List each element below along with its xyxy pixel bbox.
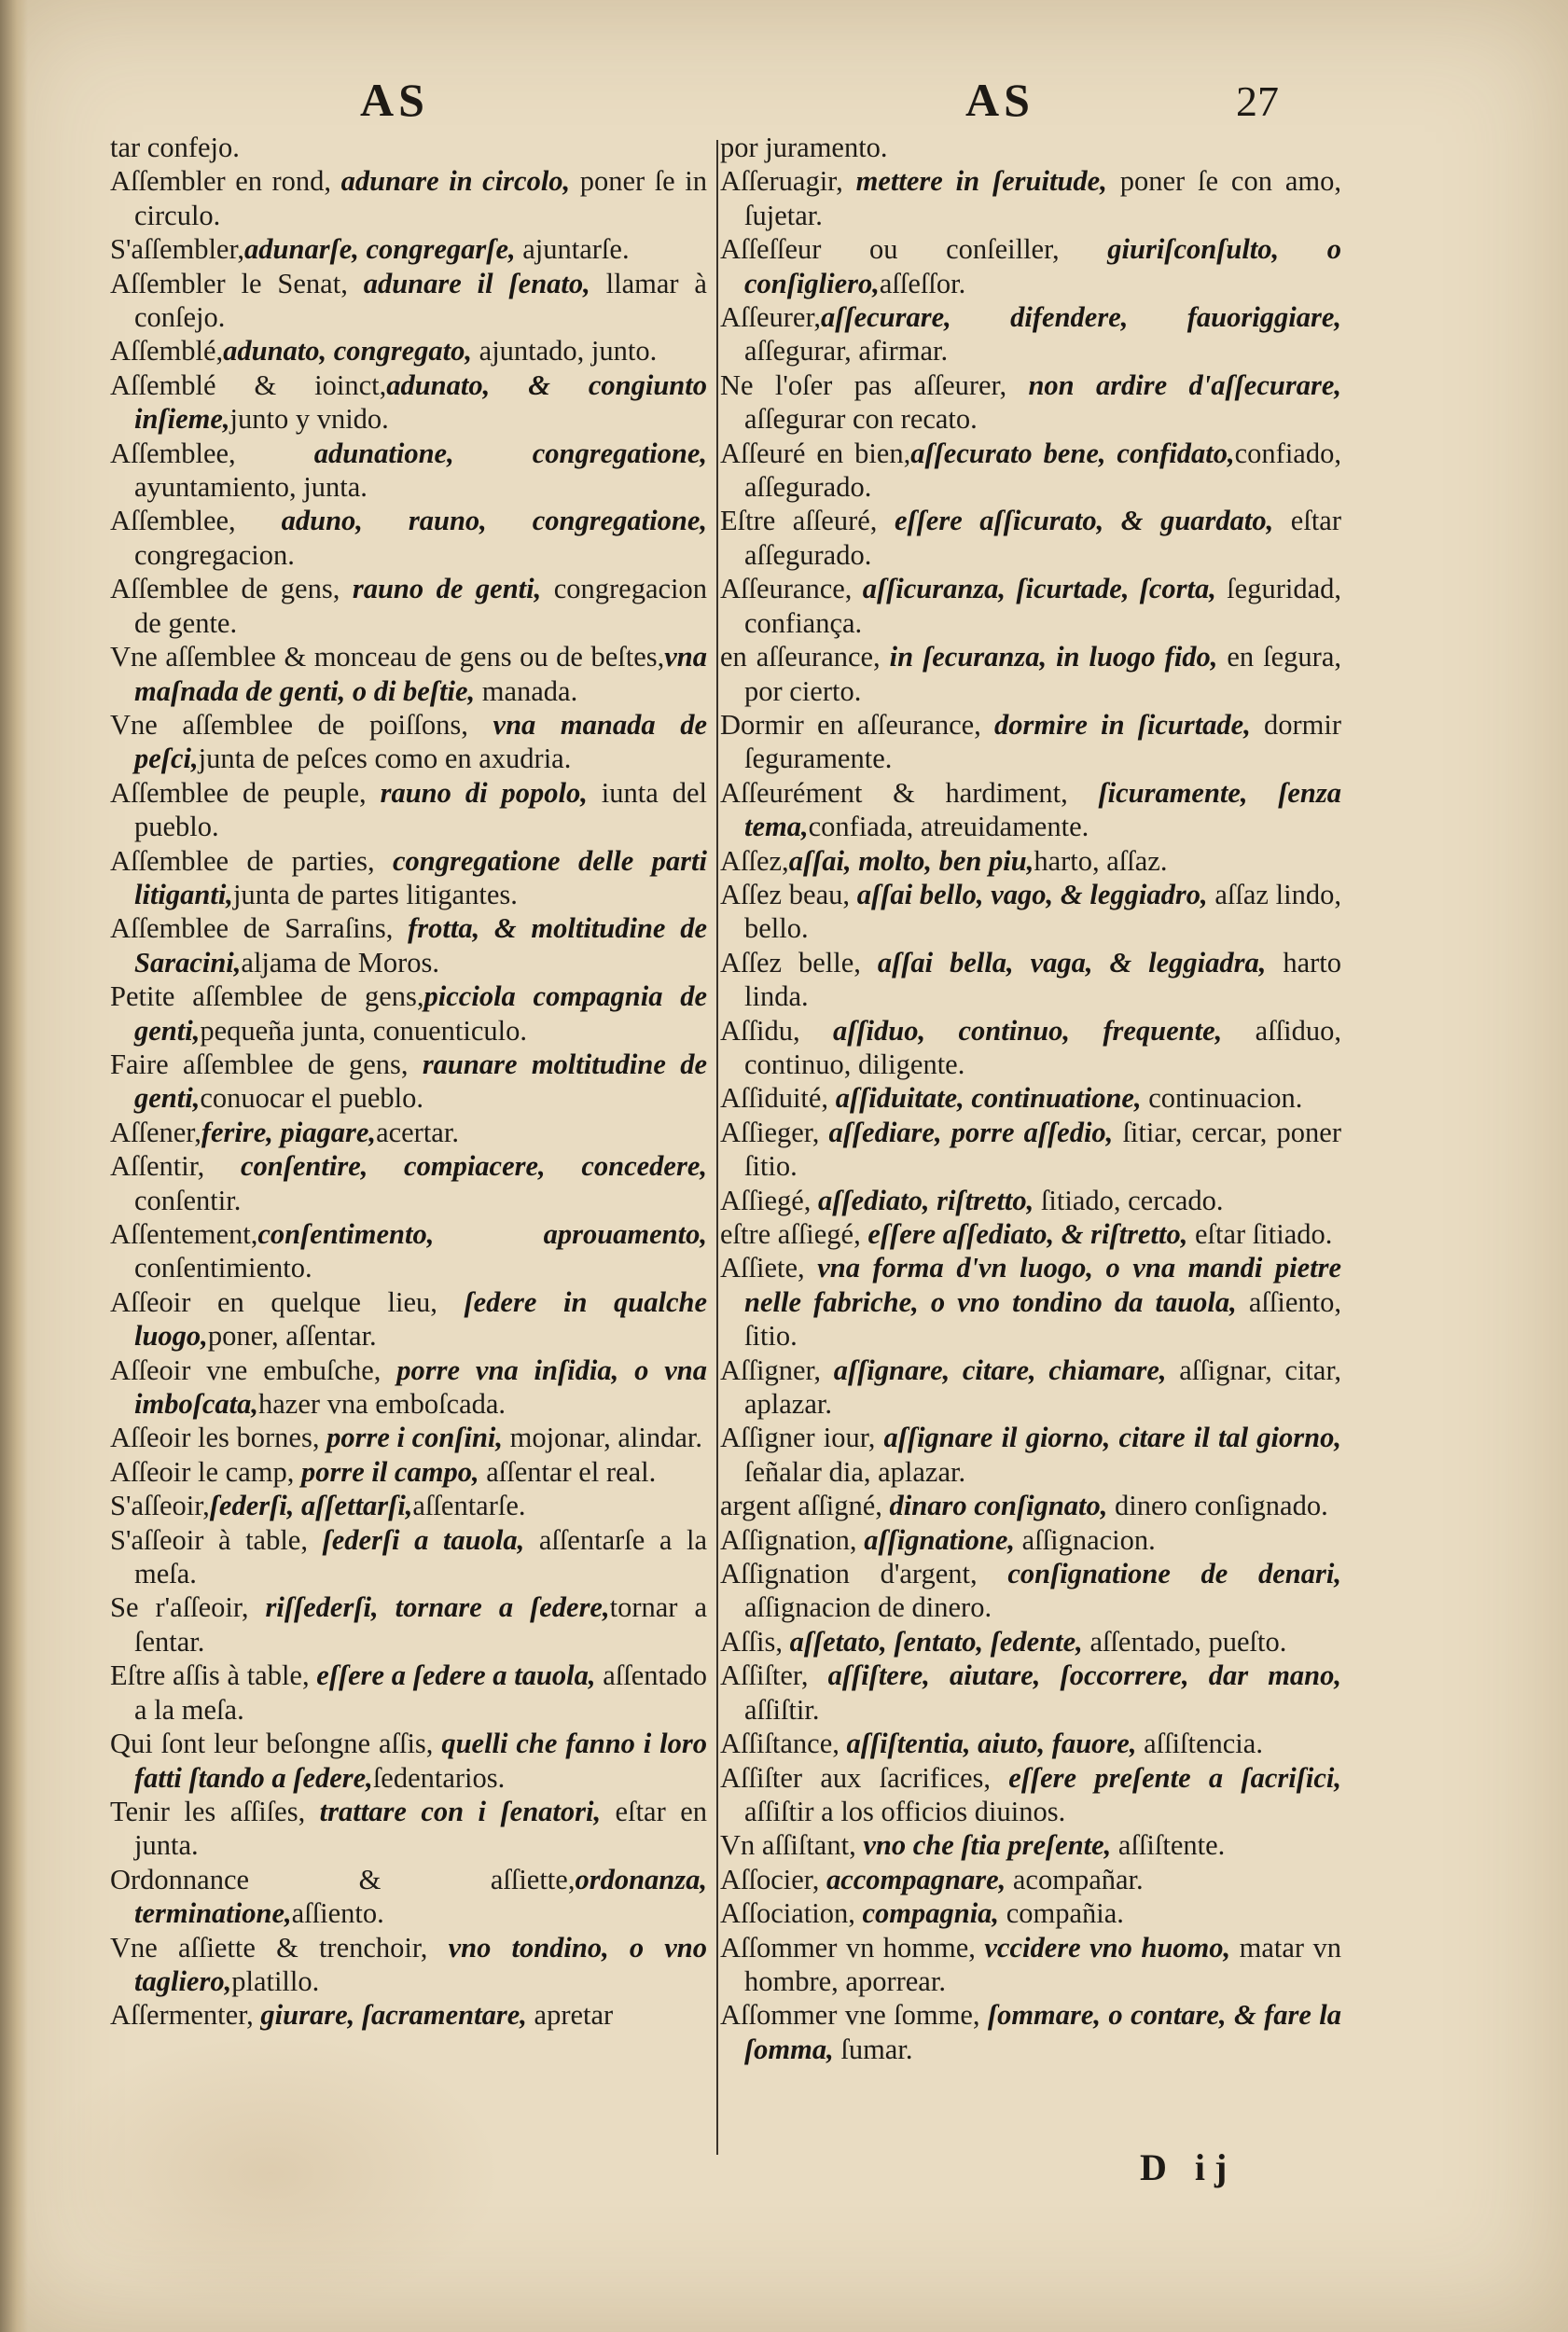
entry-text: Aſſigner iour, — [720, 1422, 884, 1454]
entry-text: manada. — [475, 674, 578, 707]
dictionary-entry — [110, 979, 707, 1048]
dictionary-entry — [110, 1931, 707, 1999]
italian-gloss: rauno de genti, — [352, 573, 542, 605]
left-column — [110, 131, 707, 2033]
entry-text: Aſſommer vne ſomme, — [720, 1999, 988, 2032]
entry-text: poner, aſſentar. — [207, 1320, 377, 1353]
entry-text: aſſiſtencia. — [1136, 1728, 1263, 1760]
entry-text: Vn aſſiſtant, — [720, 1829, 864, 1862]
entry-text: Eſtre aſſeuré, — [720, 505, 895, 537]
dictionary-entry — [110, 776, 707, 844]
dictionary-entry — [720, 1557, 1341, 1625]
italian-gloss: adunatione, congregatione, — [313, 437, 707, 469]
entry-text: Aſſiduité, — [720, 1082, 836, 1115]
entry-text: Aſſeurer, — [720, 301, 822, 334]
entry-text: Aſſiete, — [720, 1252, 818, 1284]
dictionary-entry — [720, 1353, 1341, 1422]
italian-gloss: ſederſi, aſſettarſi, — [209, 1490, 413, 1522]
entry-text: aſſiſtir a los officios diuinos. — [744, 1795, 1066, 1827]
italian-gloss: aſſai, molto, ben piu, — [788, 844, 1034, 877]
dictionary-entry — [110, 572, 707, 640]
entry-text: Eſtre aſſis à table, — [110, 1659, 317, 1692]
entry-text: ajuntado, junto. — [472, 335, 658, 368]
dictionary-entry — [720, 844, 1341, 878]
dictionary-entry — [110, 267, 707, 335]
dictionary-entry — [110, 1217, 707, 1285]
italian-gloss: frotta, & moltitudine de Saracini, — [134, 912, 707, 979]
entry-text: Dormir en aſſeurance, — [720, 708, 994, 741]
italian-gloss: vno che ſtia preſente, — [863, 1829, 1112, 1862]
italian-gloss: conſentire, compiacere, concedere, — [240, 1150, 707, 1183]
italian-gloss: aſſediare, porre aſſedio, — [828, 1116, 1114, 1148]
italian-gloss: porre vna inſidia, o vna imboſcata, — [134, 1353, 707, 1421]
entry-text: Qui ſont leur beſongne aſſis, — [110, 1728, 442, 1760]
italian-gloss: vccidere vno huomo, — [984, 1931, 1231, 1964]
italian-gloss: riſſederſi, tornare a ſedere, — [265, 1591, 610, 1624]
italian-gloss: ordonanza, terminatione, — [134, 1863, 707, 1930]
entry-text: Aſſembler en rond, — [110, 165, 341, 198]
entry-text: confiada, atreuidamente. — [808, 811, 1089, 843]
entry-text: Petite aſſemblee de gens, — [110, 980, 424, 1013]
entry-text: dormir ſeguramente. — [744, 708, 1341, 775]
italian-gloss: aduno, rauno, congregatione, — [281, 505, 707, 537]
dictionary-entry — [110, 1489, 707, 1522]
entry-text: aſſiento. — [291, 1897, 384, 1930]
entry-text: ſeñalar dia, aplazar. — [744, 1455, 966, 1488]
italian-gloss: conſignatione de denari, — [1007, 1558, 1341, 1590]
entry-text: aſſentarſe. — [412, 1490, 526, 1522]
entry-text: aſſignacion. — [1015, 1523, 1156, 1556]
dictionary-entry — [110, 1149, 707, 1217]
dictionary-entry — [720, 131, 1341, 164]
dictionary-entry — [720, 1489, 1341, 1522]
entry-text: eſtar aſſegurado. — [744, 505, 1341, 571]
entry-text: Aſſemblé & ioinct, — [110, 368, 387, 401]
entry-text: Aſſeurément & hardiment, — [720, 776, 1099, 809]
dictionary-entry — [110, 1727, 707, 1795]
entry-text: junto y vnido. — [229, 403, 389, 436]
dictionary-entry — [720, 878, 1341, 946]
entry-text: ſedentarios. — [372, 1761, 506, 1794]
entry-text: Vne aſſemblee de poiſſons, — [110, 708, 493, 741]
entry-text: Aſſeoir vne embuſche, — [110, 1353, 397, 1386]
italian-gloss: vna maſnada de genti, o di beſtie, — [134, 641, 707, 707]
entry-text: dinero conſignado. — [1107, 1490, 1328, 1522]
dictionary-entry — [110, 844, 707, 912]
entry-text: Aſſembler le Senat, — [110, 267, 364, 299]
italian-gloss: aſſiſtere, aiutare, ſoccorrere, dar mano, — [827, 1659, 1341, 1692]
italian-gloss: eſſere aſſediato, & riſtretto, — [867, 1218, 1188, 1250]
entry-text: continuacion. — [1141, 1082, 1303, 1115]
dictionary-entry — [110, 1863, 707, 1931]
entry-text: por juramento. — [720, 132, 888, 163]
dictionary-entry — [110, 1659, 707, 1727]
dictionary-entry — [720, 1014, 1341, 1082]
dictionary-entry — [720, 572, 1341, 640]
entry-text: aſſignacion de dinero. — [744, 1591, 992, 1624]
italian-gloss: aſſai bello, vago, & leggiadro, — [856, 878, 1208, 910]
dictionary-entry — [720, 1081, 1341, 1115]
entry-text: en aſſeurance, — [720, 641, 890, 673]
dictionary-entry — [110, 1455, 707, 1489]
dictionary-entry — [720, 1217, 1341, 1251]
entry-text: Aſſieger, — [720, 1116, 829, 1148]
dictionary-entry — [110, 1285, 707, 1353]
entry-text: aſſiento, ſitio. — [744, 1285, 1341, 1353]
entry-text: Vne aſſiette & trenchoir, — [110, 1931, 449, 1964]
dictionary-entry — [720, 1896, 1341, 1930]
italian-gloss: ferire, piagare, — [201, 1116, 377, 1148]
dictionary-entry — [110, 1353, 707, 1422]
dictionary-entry — [110, 437, 707, 505]
italian-gloss: ſedere in qualche luogo, — [134, 1285, 707, 1353]
entry-text: Aſſommer vn homme, — [720, 1931, 985, 1964]
dictionary-entry — [720, 1251, 1341, 1353]
entry-text: Aſſeruagir, — [720, 165, 856, 198]
entry-text: junta de partes litigantes. — [232, 878, 518, 910]
entry-text: S'aſſeoir, — [110, 1490, 210, 1522]
entry-text: Aſſener, — [110, 1116, 201, 1148]
entry-text: aſſeſſor. — [879, 267, 966, 299]
entry-text: congregacion de gente. — [134, 573, 708, 639]
entry-text: S'aſſeoir à table, — [110, 1523, 323, 1556]
italian-gloss: aſſecurato bene, confidato, — [910, 437, 1235, 469]
entry-text: aſſaz lindo, bello. — [744, 878, 1341, 945]
italian-gloss: adunarſe, congregarſe, — [244, 233, 516, 266]
entry-text: platillo. — [231, 1964, 320, 1997]
italian-gloss: aſſignatione, — [864, 1523, 1016, 1556]
dictionary-entry — [110, 640, 707, 708]
italian-gloss: rauno di popolo, — [380, 776, 588, 809]
dictionary-entry — [720, 300, 1341, 368]
dictionary-entry — [110, 1795, 707, 1863]
entry-text: Aſſiſter, — [720, 1659, 828, 1692]
column-divider — [716, 140, 718, 2155]
entry-text: ſitiar, cercar, poner ſitio. — [744, 1116, 1341, 1183]
italian-gloss: dinaro conſignato, — [889, 1490, 1108, 1522]
entry-text: en ſegura, por cierto. — [744, 641, 1341, 707]
entry-text: apretar — [526, 1999, 614, 2032]
entry-text: ſitiado, cercado. — [1034, 1184, 1224, 1216]
dictionary-entry — [720, 437, 1341, 505]
entry-text: hazer vna emboſcada. — [258, 1388, 506, 1421]
entry-text: Vne aſſemblee & monceau de gens ou de beſtes, — [110, 641, 665, 673]
italian-gloss: ſommare, o contare, & fare la ſomma, — [744, 1999, 1341, 2065]
entry-text: aſſegurar, afirmar. — [744, 335, 949, 368]
entry-text: compañia. — [999, 1897, 1124, 1930]
dictionary-entry — [110, 1048, 707, 1116]
entry-text: Aſſez beau, — [720, 878, 857, 910]
entry-text: ayuntamiento, junta. — [134, 471, 368, 504]
italian-gloss: raunare moltitudine de genti, — [134, 1048, 707, 1115]
italian-gloss: aſſicuranza, ſicurtade, ſcorta, — [862, 573, 1216, 605]
entry-text: Aſſignation, — [720, 1523, 865, 1556]
entry-text: Aſſeurance, — [720, 573, 863, 605]
dictionary-entry — [720, 1625, 1341, 1659]
entry-text: aſſentado a la meſa. — [134, 1659, 707, 1726]
entry-text: Ne l'oſer pas aſſeurer, — [720, 368, 1029, 401]
entry-text: acertar. — [376, 1116, 459, 1148]
entry-text: Ordonnance & aſſiette, — [110, 1863, 576, 1895]
italian-gloss: aſſecurare, difendere, fauoriggiare, — [821, 301, 1341, 334]
entry-text: aſſiſtir. — [744, 1693, 820, 1726]
italian-gloss: aſſiduitate, continuatione, — [835, 1082, 1142, 1115]
entry-text: Aſſentir, — [110, 1150, 241, 1183]
dictionary-entry — [720, 1659, 1341, 1727]
entry-text: Aſſocier, — [720, 1863, 826, 1895]
entry-text: poner ſe con amo, ſujetar. — [744, 165, 1341, 231]
entry-text: mojonar, alindar. — [503, 1422, 702, 1454]
dictionary-entry — [110, 131, 707, 164]
entry-text: eſtar en junta. — [134, 1795, 707, 1862]
italian-gloss: adunare in circolo, — [340, 165, 571, 198]
dictionary-entry — [720, 1421, 1341, 1489]
entry-text: tar confejo. — [110, 132, 240, 163]
entry-text: pequeña junta, conuenticulo. — [200, 1014, 527, 1047]
entry-text: Tenir les aſſiſes, — [110, 1795, 320, 1827]
dictionary-entry — [110, 368, 707, 437]
entry-text: Aſſigner, — [720, 1353, 834, 1386]
dictionary-entry — [720, 1931, 1341, 1999]
paper-stain — [37, 2034, 504, 2313]
italian-gloss: congregatione delle parti litiganti, — [134, 844, 707, 910]
dictionary-entry — [110, 1998, 707, 2032]
entry-text: aſſentar el real. — [479, 1455, 657, 1488]
dictionary-entry — [720, 1523, 1341, 1557]
italian-gloss: eſſere a ſedere a tauola, — [316, 1659, 596, 1692]
italian-gloss: aſſiduo, continuo, frequente, — [832, 1014, 1223, 1047]
entry-text: Aſſeſſeur ou conſeiller, — [720, 233, 1108, 266]
italian-gloss: vno tondino, o vno tagliero, — [134, 1931, 707, 1997]
italian-gloss: adunare il ſenato, — [363, 267, 590, 299]
italian-gloss: ſederſi a tauola, — [322, 1523, 525, 1556]
dictionary-entry — [720, 1998, 1341, 2066]
entry-text: llamar à conſejo. — [134, 267, 707, 334]
dictionary-entry — [720, 504, 1341, 572]
entry-text: Aſſeoir les bornes, — [110, 1422, 327, 1454]
italian-gloss: eſſere aſſicurato, & guardato, — [894, 505, 1274, 537]
italian-gloss: aſſignare, citare, chiamare, — [833, 1353, 1167, 1386]
entry-text: Aſſemblee de peuple, — [110, 776, 381, 809]
entry-text: congregacion. — [134, 538, 295, 571]
italian-gloss: adunato, & congiunto inſieme, — [134, 368, 707, 436]
italian-gloss: accompagnare, — [826, 1863, 1006, 1895]
italian-gloss: porre il campo, — [300, 1455, 479, 1488]
entry-text: aſſiſtente. — [1111, 1829, 1226, 1862]
entry-text: Aſſez belle, — [720, 946, 878, 979]
italian-gloss: porre i conſini, — [326, 1422, 504, 1454]
dictionary-entry — [720, 1761, 1341, 1829]
dictionary-entry — [110, 1421, 707, 1454]
italian-gloss: adunato, congregato, — [223, 335, 473, 368]
entry-text: confiado, aſſegurado. — [744, 437, 1341, 504]
entry-text: aſſignar, citar, aplazar. — [744, 1353, 1341, 1421]
running-head-left: AS — [360, 74, 429, 126]
italian-gloss: non ardire d'aſſecurare, — [1028, 368, 1341, 401]
entry-text: aſſegurar con recato. — [744, 403, 978, 436]
dictionary-entry — [110, 1523, 707, 1591]
entry-text: Aſſeoir le camp, — [110, 1455, 301, 1488]
italian-gloss: aſſai bella, vaga, & leggiadra, — [877, 946, 1267, 979]
dictionary-entry — [110, 1590, 707, 1659]
entry-text: Aſſiſtance, — [720, 1728, 847, 1760]
entry-text: ajuntarſe. — [515, 233, 630, 266]
dictionary-entry — [720, 776, 1341, 844]
entry-text: Faire aſſemblee de gens, — [110, 1048, 423, 1080]
running-head-right: AS — [965, 74, 1034, 126]
dictionary-entry — [110, 334, 707, 368]
italian-gloss: compagnia, — [862, 1897, 1000, 1930]
dictionary-entry — [720, 1863, 1341, 1896]
italian-gloss: giurare, ſacramentare, — [260, 1999, 527, 2032]
dictionary-entry — [110, 911, 707, 979]
entry-text: tornar a ſentar. — [134, 1591, 707, 1658]
entry-text: Aſſeuré en bien, — [720, 437, 911, 469]
entry-text: conuocar el pueblo. — [200, 1082, 423, 1115]
entry-text: acompañar. — [1006, 1863, 1144, 1895]
entry-text: ſumar. — [833, 2033, 913, 2065]
italian-gloss: dormire in ſicurtade, — [993, 708, 1251, 741]
entry-text: Aſſemblee, — [110, 437, 314, 469]
entry-text: conſentimiento. — [134, 1252, 312, 1284]
entry-text: eſtar ſitiado. — [1187, 1218, 1333, 1250]
italian-gloss: quelli che fanno i loro fatti ſtando a ſedere, — [134, 1728, 707, 1794]
entry-text: conſentir. — [134, 1184, 242, 1216]
dictionary-entry — [720, 1184, 1341, 1217]
entry-text: eſtre aſſiegé, — [720, 1218, 868, 1250]
italian-gloss: giuriſconſulto, o conſigliero, — [744, 233, 1341, 299]
italian-gloss: eſſere preſente a ſacriſici, — [1008, 1761, 1341, 1794]
dictionary-entry — [720, 640, 1341, 708]
italian-gloss: aſſiſtentia, aiuto, fauore, — [846, 1728, 1137, 1760]
italian-gloss: vna manada de peſci, — [134, 708, 707, 775]
entry-text: aſſentado, pueſto. — [1082, 1625, 1287, 1658]
entry-text: aſſentarſe a la meſa. — [134, 1523, 707, 1590]
dictionary-entry — [110, 232, 707, 266]
entry-text: Aſſemblee de Sarraſins, — [110, 912, 409, 945]
entry-text: Aſſemblee de gens, — [110, 573, 353, 605]
signature-mark: D ij — [1140, 2146, 1237, 2188]
entry-text: Se r'aſſeoir, — [110, 1591, 266, 1624]
dictionary-entry — [720, 232, 1341, 300]
italian-gloss: in ſecuranza, in luogo fido, — [889, 641, 1218, 673]
page-number: 27 — [1236, 77, 1279, 125]
entry-text: ſeguridad, confiança. — [744, 573, 1341, 639]
entry-text: S'aſſembler, — [110, 233, 245, 266]
dictionary-entry — [110, 708, 707, 776]
entry-text: Aſſemblee de parties, — [110, 844, 393, 877]
entry-text: Aſſeoir en quelque lieu, — [110, 1285, 465, 1318]
binding-gutter — [0, 0, 28, 2332]
dictionary-entry — [720, 1727, 1341, 1760]
entry-text: harto linda. — [744, 946, 1342, 1013]
italian-gloss: aſſediato, riſtretto, — [818, 1184, 1034, 1216]
dictionary-entry — [110, 504, 707, 572]
italian-gloss: aſſignare il giorno, citare il tal giorno, — [883, 1422, 1341, 1454]
dictionary-entry — [720, 708, 1341, 776]
entry-text: Aſſignation d'argent, — [720, 1558, 1008, 1590]
entry-text: Aſſociation, — [720, 1897, 863, 1930]
italian-gloss: aſſetato, ſentato, ſedente, — [789, 1625, 1083, 1658]
entry-text: matar vn hombre, aporrear. — [744, 1931, 1342, 1997]
italian-gloss: mettere in ſeruitude, — [855, 165, 1107, 198]
italian-gloss: trattare con i ſenatori, — [319, 1795, 602, 1827]
dictionary-entry — [720, 946, 1341, 1014]
dictionary-entry — [720, 1116, 1341, 1184]
italian-gloss: picciola compagnia de genti, — [134, 980, 708, 1047]
dictionary-entry — [720, 1828, 1341, 1862]
entry-text: Aſſemblee, — [110, 505, 282, 537]
dictionary-entry — [720, 368, 1341, 437]
entry-text: aſſiduo, continuo, diligente. — [744, 1014, 1341, 1080]
dictionary-entry — [110, 1116, 707, 1149]
entry-text: Aſſez, — [720, 844, 789, 877]
entry-text: harto, aſſaz. — [1034, 844, 1168, 877]
italian-gloss: ſicuramente, ſenza tema, — [744, 776, 1341, 843]
dictionary-entry — [110, 164, 707, 232]
entry-text: Aſſidu, — [720, 1014, 833, 1047]
entry-text: Aſſermenter, — [110, 1999, 261, 2032]
entry-text: Aſſemblé, — [110, 335, 224, 368]
right-column — [720, 131, 1341, 2066]
entry-text: iunta del pueblo. — [134, 776, 707, 843]
entry-text: poner ſe in circulo. — [134, 165, 707, 231]
entry-text: junta de peſces como en axudria. — [198, 743, 572, 775]
italian-gloss: vna forma d'vn luogo, o vna mandi pietre nelle fabriche, o vno tondino da tauola, — [744, 1252, 1342, 1318]
italian-gloss: conſentimento, aprouamento, — [257, 1218, 707, 1250]
entry-text: Aſſis, — [720, 1625, 790, 1658]
entry-text: Aſſiſter aux ſacrifices, — [720, 1761, 1009, 1794]
entry-text: argent aſſigné, — [720, 1490, 890, 1522]
entry-text: Aſſiegé, — [720, 1184, 819, 1216]
entry-text: aljama de Moros. — [241, 946, 439, 979]
entry-text: Aſſentement, — [110, 1218, 258, 1250]
dictionary-entry — [720, 164, 1341, 232]
